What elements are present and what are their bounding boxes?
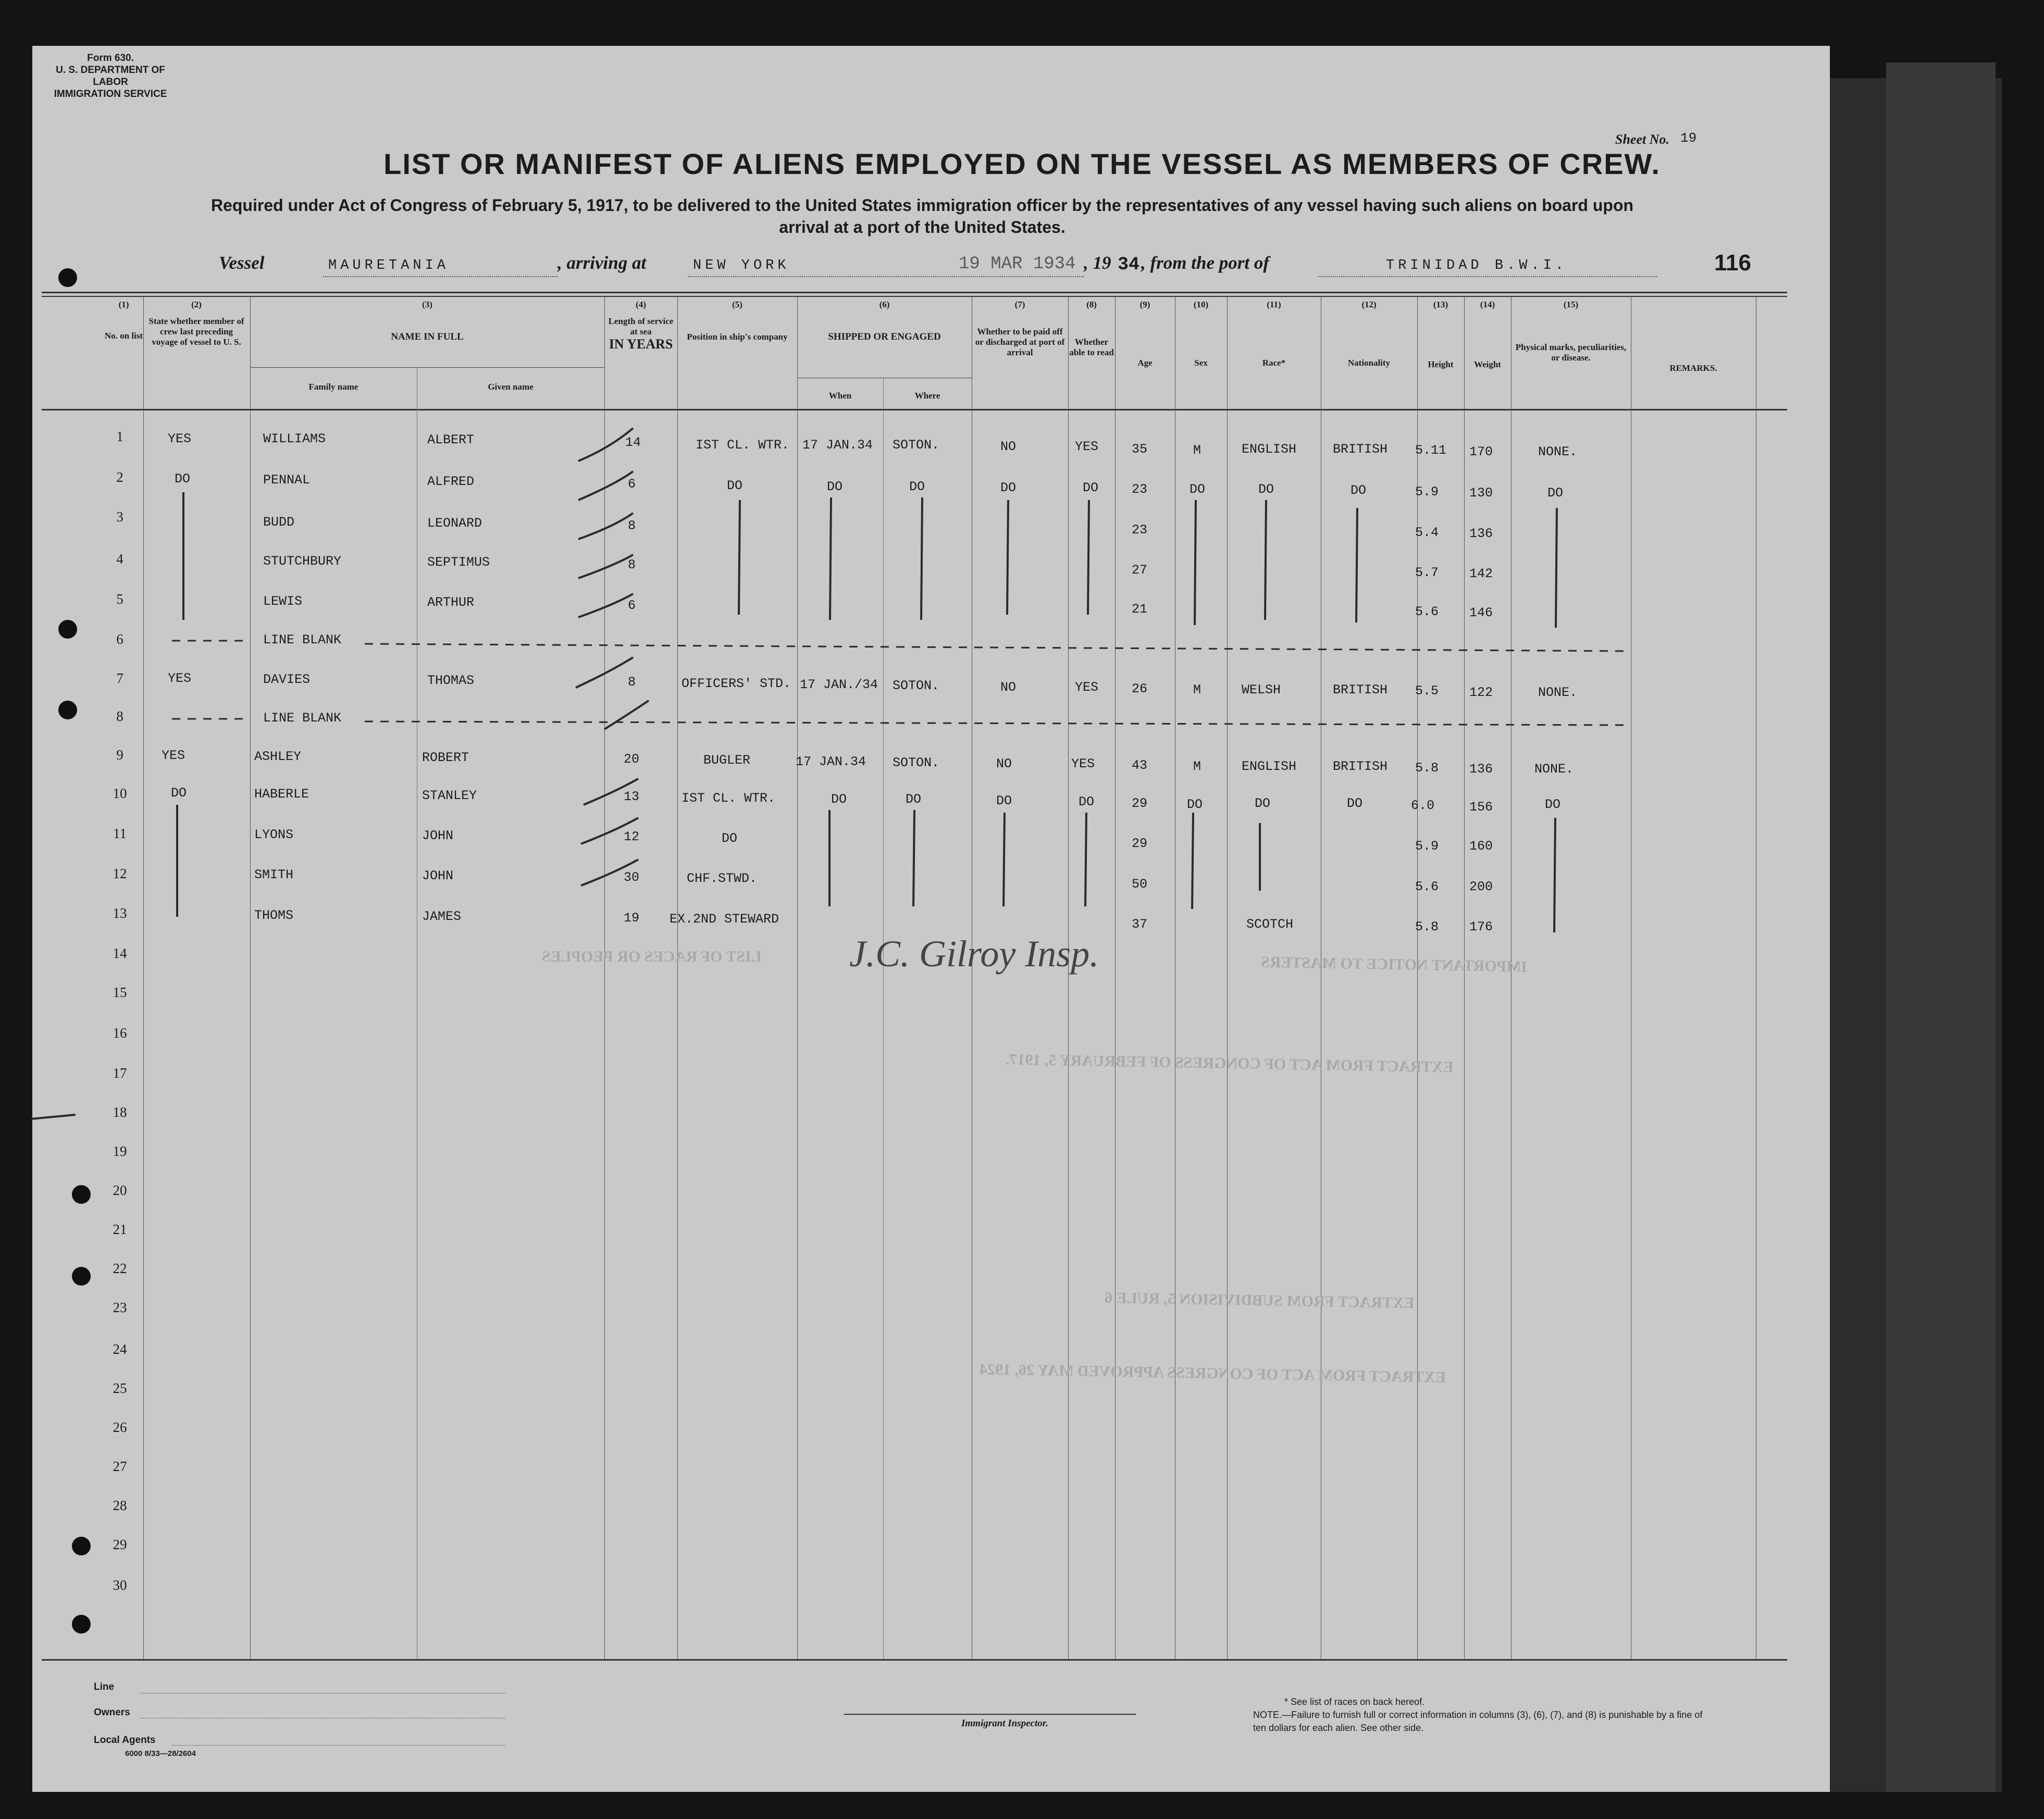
cell-family-name: DAVIES xyxy=(263,672,311,687)
cell-sex: M xyxy=(1193,759,1201,774)
footer-agents-label: Local Agents xyxy=(94,1735,156,1746)
row-number: 3 xyxy=(116,509,123,525)
row-number: 26 xyxy=(113,1419,127,1435)
cell-weight: 136 xyxy=(1469,526,1493,541)
cell-service: 8 xyxy=(628,675,636,690)
cell-member: YES xyxy=(162,748,185,763)
cell-height: 5.6 xyxy=(1415,879,1439,894)
cell-family-name: PENNAL xyxy=(263,472,311,488)
cell-age: 27 xyxy=(1132,563,1148,578)
cell-race: WELSH xyxy=(1242,682,1281,697)
row-number: 15 xyxy=(113,985,127,1000)
cell-age: 29 xyxy=(1132,796,1148,811)
from-port-value: TRINIDAD B.W.I. xyxy=(1386,258,1568,273)
row-number: 16 xyxy=(113,1025,127,1041)
sheet-number-label: Sheet No. xyxy=(1615,132,1669,147)
row-number: 1 xyxy=(116,429,123,444)
cell-read: YES xyxy=(1075,680,1099,695)
cell-sex: M xyxy=(1193,443,1201,458)
footer-notes xyxy=(1253,1696,1712,1735)
sheet-number-value: 19 xyxy=(1680,130,1697,146)
bleed-through-extract-2: EXTRACT FROM SUBDIVISION 5, RULE 6 xyxy=(1104,1289,1415,1312)
cell-position: CHF.STWD. xyxy=(687,871,758,886)
from-port-label: , from the port of xyxy=(1141,253,1269,273)
row-number: 2 xyxy=(116,469,123,485)
cell-age: 29 xyxy=(1132,836,1148,851)
cell-nationality: DO xyxy=(1351,483,1367,498)
cell-position: EX.2ND STEWARD xyxy=(670,912,779,927)
cell-race: SCOTCH xyxy=(1246,917,1294,932)
cell-family-name: BUDD xyxy=(263,515,295,530)
page-number: 116 xyxy=(1714,250,1751,276)
col8-header: (8) Whether able to read xyxy=(1069,300,1114,357)
department-name: U. S. DEPARTMENT OF LABOR xyxy=(56,65,165,88)
cell-height: 5.8 xyxy=(1415,919,1439,935)
remarks-header: REMARKS. xyxy=(1669,363,1717,373)
cell-paid-off: NO xyxy=(1000,439,1017,454)
row-number: 19 xyxy=(113,1143,127,1159)
row-number: 12 xyxy=(113,866,127,881)
note-races: * See list of races on back hereof. xyxy=(1284,1697,1425,1707)
col13-header: (13) Height xyxy=(1428,300,1454,369)
row-number: 23 xyxy=(113,1300,127,1315)
row-number: 7 xyxy=(116,670,123,686)
cell-member: DO xyxy=(171,786,187,801)
footer-line-label: Line xyxy=(94,1681,115,1692)
cell-height: 5.9 xyxy=(1415,484,1439,500)
row-number: 21 xyxy=(113,1222,127,1237)
date-stamp: 19 MAR 1934 xyxy=(959,254,1076,274)
vessel-label: Vessel xyxy=(219,253,265,273)
cell-weight: 146 xyxy=(1469,605,1493,620)
cell-service: 6 xyxy=(628,598,636,613)
cell-race: DO xyxy=(1258,482,1274,497)
cell-when: 17 JAN.34 xyxy=(796,754,866,769)
cell-when: 17 JAN./34 xyxy=(800,677,878,692)
row-number: 25 xyxy=(113,1380,127,1396)
row-number: 13 xyxy=(113,905,127,921)
row-number: 8 xyxy=(116,708,123,724)
row-number: 30 xyxy=(113,1577,127,1593)
cell-line-blank: LINE BLANK xyxy=(263,711,342,726)
bleed-through-notice-title: IMPORTANT NOTICE TO MASTERS xyxy=(1260,953,1528,976)
cell-age: 35 xyxy=(1132,442,1148,457)
cell-when: DO xyxy=(827,479,843,494)
row-number: 24 xyxy=(113,1341,127,1357)
cell-where: SOTON. xyxy=(893,755,940,770)
cell-nationality: BRITISH xyxy=(1333,759,1388,774)
cell-given-name: ALBERT xyxy=(427,432,475,447)
footer-inspector-label: Immigrant Inspector. xyxy=(961,1718,1048,1729)
cell-height: 5.6 xyxy=(1415,604,1439,619)
cell-family-name: SMITH xyxy=(254,867,294,882)
arriving-label: , arriving at xyxy=(558,253,647,273)
cell-race: ENGLISH xyxy=(1242,442,1297,457)
cell-height: 5.5 xyxy=(1415,683,1439,699)
row-number: 18 xyxy=(113,1104,127,1120)
row-number: 29 xyxy=(113,1537,127,1552)
cell-line-blank: LINE BLANK xyxy=(263,632,342,647)
col7-header: (7) Whether to be paid off or discharged at port of arrival xyxy=(975,300,1065,357)
cell-read: DO xyxy=(1079,794,1095,809)
footer-print-code: 6000 8/33—28/2604 xyxy=(125,1749,196,1758)
col4-header: (4) Length of service at sea IN YEARS xyxy=(608,300,674,352)
cell-family-name: WILLIAMS xyxy=(263,431,326,446)
cell-weight: 122 xyxy=(1469,685,1493,700)
cell-paid-off: DO xyxy=(996,793,1012,808)
vessel-value: MAURETANIA xyxy=(328,258,450,273)
cell-weight: 136 xyxy=(1469,762,1493,777)
cell-given-name: JAMES xyxy=(422,909,462,924)
cell-paid-off: NO xyxy=(996,756,1012,771)
cell-family-name: STUTCHBURY xyxy=(263,554,342,569)
col1-header: (1) No. on list xyxy=(104,300,143,341)
row-number: 17 xyxy=(113,1065,127,1081)
cell-marks: NONE. xyxy=(1534,762,1574,777)
cell-read: YES xyxy=(1071,756,1095,771)
col3-header: (3) NAME IN FULL xyxy=(391,300,464,342)
row-number: 5 xyxy=(116,591,123,607)
cell-service: 8 xyxy=(628,557,636,572)
cell-position: OFFICERS' STD. xyxy=(682,676,791,691)
cell-read: DO xyxy=(1083,480,1099,495)
cell-position: IST CL. WTR. xyxy=(696,438,790,453)
cell-given-name: STANLEY xyxy=(422,788,477,803)
cell-service: 19 xyxy=(624,911,640,926)
cell-weight: 170 xyxy=(1469,444,1493,459)
footer-owners-label: Owners xyxy=(94,1707,130,1718)
cell-height: 5.7 xyxy=(1415,565,1439,580)
cell-height: 5.4 xyxy=(1415,525,1439,540)
col10-header: (10) Sex xyxy=(1193,300,1209,368)
document-title: LIST OR MANIFEST OF ALIENS EMPLOYED ON THE VESSEL AS MEMBERS OF CREW. xyxy=(383,147,1661,180)
arriving-value: NEW YORK xyxy=(693,258,790,273)
note-penalty: NOTE.—Failure to furnish full or correct information in columns (3), (6), (7), and (8) is punishable by a fine of ten dollars for each alien. See other side. xyxy=(1253,1710,1703,1733)
cell-age: 37 xyxy=(1132,917,1148,932)
cell-service: 6 xyxy=(628,477,636,492)
cell-given-name: JOHN xyxy=(422,828,454,843)
col5-header: (5) Position in ship's company xyxy=(687,300,788,342)
row-number: 14 xyxy=(113,945,127,961)
cell-age: 26 xyxy=(1132,681,1148,696)
cell-given-name: ROBERT xyxy=(422,750,469,765)
cell-service: 30 xyxy=(624,870,640,885)
cell-member: DO xyxy=(175,471,191,487)
cell-given-name: SEPTIMUS xyxy=(427,555,490,570)
cell-family-name: HABERLE xyxy=(254,787,309,802)
row-number: 6 xyxy=(116,631,123,647)
cell-where: SOTON. xyxy=(893,438,940,453)
cell-position: BUGLER xyxy=(703,753,751,768)
cell-sex: M xyxy=(1193,682,1201,697)
cell-when: DO xyxy=(831,792,847,807)
cell-height: 5.11 xyxy=(1415,443,1447,458)
cell-nationality: DO xyxy=(1347,796,1363,811)
row-number: 10 xyxy=(113,786,127,801)
cell-member: YES xyxy=(168,431,192,446)
cell-read: YES xyxy=(1075,439,1099,454)
cell-given-name: JOHN xyxy=(422,868,454,883)
cell-family-name: LEWIS xyxy=(263,594,303,609)
cell-when: 17 JAN.34 xyxy=(802,438,873,453)
cell-weight: 142 xyxy=(1469,566,1493,581)
form-number: Form 630. xyxy=(87,53,134,64)
row-number: 27 xyxy=(113,1459,127,1474)
cell-service: 8 xyxy=(628,518,636,533)
row-number: 28 xyxy=(113,1498,127,1513)
cell-weight: 156 xyxy=(1469,800,1493,815)
cell-race: DO xyxy=(1255,796,1271,811)
row-number: 11 xyxy=(113,826,127,841)
year-value: 34 xyxy=(1118,254,1140,275)
cell-service: 20 xyxy=(624,752,640,767)
when-header: When xyxy=(828,391,852,401)
cell-age: 23 xyxy=(1132,482,1148,497)
row-number: 20 xyxy=(113,1182,127,1198)
cell-given-name: ARTHUR xyxy=(427,595,475,610)
col9-header: (9) Age xyxy=(1137,300,1153,368)
cell-marks: NONE. xyxy=(1538,685,1578,700)
cell-weight: 160 xyxy=(1469,839,1493,854)
col2-header: (2) State whether member of crew last preceding voyage of vessel to U. S. xyxy=(148,300,244,347)
cell-service: 12 xyxy=(624,829,640,844)
cell-weight: 200 xyxy=(1469,879,1493,894)
cell-paid-off: DO xyxy=(1000,480,1017,495)
family-name-header: Family name xyxy=(308,382,358,392)
cell-marks: DO xyxy=(1547,485,1564,501)
cell-given-name: ALFRED xyxy=(427,474,475,489)
cell-age: 43 xyxy=(1132,758,1148,773)
cell-service: 13 xyxy=(624,789,640,804)
cell-height: 5.9 xyxy=(1415,839,1439,854)
cell-service: 14 xyxy=(625,435,641,450)
cell-where: SOTON. xyxy=(893,678,940,693)
cell-position: DO xyxy=(727,478,743,493)
col6-header: (6) SHIPPED OR ENGAGED xyxy=(828,300,941,342)
cell-family-name: LYONS xyxy=(254,827,294,842)
inspector-signature-line xyxy=(844,1714,1136,1715)
col11-header: (11) Race* xyxy=(1262,300,1286,368)
cell-height: 6.0 xyxy=(1411,798,1435,813)
cell-position: IST CL. WTR. xyxy=(682,791,776,806)
cell-age: 50 xyxy=(1132,877,1148,892)
cell-weight: 130 xyxy=(1469,485,1493,501)
cell-where: DO xyxy=(906,792,922,807)
bleed-through-extract-1: EXTRACT FROM ACT OF CONGRESS OF FEBRUARY 5, 1917. xyxy=(1005,1051,1454,1076)
cell-marks: DO xyxy=(1545,797,1561,812)
cell-family-name: THOMS xyxy=(254,908,294,923)
cell-nationality: BRITISH xyxy=(1333,442,1388,457)
bleed-through-races-title: LIST OF RACES OR PEOPLES xyxy=(542,948,762,965)
cell-given-name: THOMAS xyxy=(427,673,475,688)
col15-header: (15) Physical marks, peculiarities, or disease. xyxy=(1515,300,1627,363)
cell-age: 23 xyxy=(1132,522,1148,538)
service-name: IMMIGRATION SERVICE xyxy=(54,89,167,99)
cell-race: ENGLISH xyxy=(1242,759,1297,774)
cell-sex: DO xyxy=(1187,797,1203,812)
cell-nationality: BRITISH xyxy=(1333,682,1388,697)
bleed-through-extract-3: EXTRACT FROM ACT OF CONGRESS APPROVED MAY 26, 1924 xyxy=(979,1361,1446,1386)
cell-marks: NONE. xyxy=(1538,444,1578,459)
cell-member: YES xyxy=(168,671,192,686)
row-number: 4 xyxy=(116,551,123,567)
year-label: , 19 xyxy=(1084,253,1111,273)
given-name-header: Given name xyxy=(488,382,534,392)
cell-position: DO xyxy=(722,831,738,846)
cell-paid-off: NO xyxy=(1000,680,1017,695)
cell-where: DO xyxy=(909,479,925,494)
col12-header: (12) Nationality xyxy=(1347,300,1391,368)
cell-weight: 176 xyxy=(1469,919,1493,935)
cell-family-name: ASHLEY xyxy=(254,749,302,764)
inspector-signature: J.C. Gilroy Insp. xyxy=(849,933,1099,975)
cell-age: 21 xyxy=(1132,602,1148,617)
where-header: Where xyxy=(914,391,940,401)
cell-given-name: LEONARD xyxy=(427,516,482,531)
row-number: 9 xyxy=(116,747,123,763)
cell-sex: DO xyxy=(1190,482,1206,497)
row-number: 22 xyxy=(113,1261,127,1276)
document-subtitle: Required under Act of Congress of February 5, 1917, to be delivered to the United States immigration officer by the representatives of any vessel having such aliens on board upon arrival at a port of the United States. xyxy=(210,196,1634,236)
col14-header: (14) Weight xyxy=(1474,300,1501,369)
footer-agents-field xyxy=(172,1745,505,1746)
cell-height: 5.8 xyxy=(1415,761,1439,776)
